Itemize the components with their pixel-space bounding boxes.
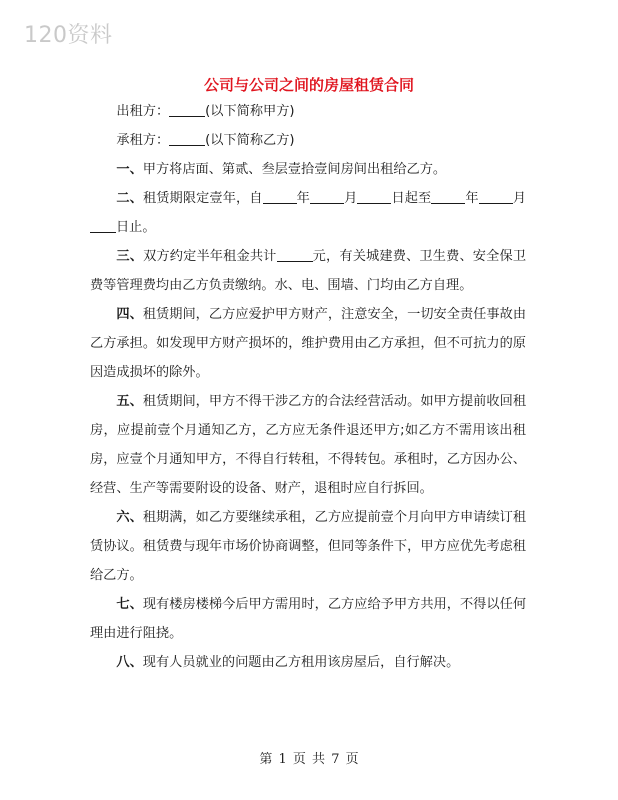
clause-text: 日止。: [116, 220, 156, 235]
clause-text: 租赁期间，甲方不得干涉乙方的合法经营活动。如甲方提前收回租房，应提前壹个月通知乙方，乙方应无条件退还甲方;如乙方不需用该出租房，应壹个月通知甲方，不得自行转租，不得转包。承租时，乙方因办公、经营、生产等需要附设的设备、财产，退租时应自行拆回。: [90, 394, 527, 496]
blank-start-year: [263, 188, 297, 204]
clause-number: 四、: [116, 307, 143, 322]
lessor-blank: [169, 101, 205, 117]
clause-text: 元，有关城建费、卫生费、安全保卫费等管理费均由乙方负责缴纳。水、电、围墙、门均由乙方自理。: [90, 249, 527, 293]
blank-end-month-a: [479, 188, 497, 204]
clause-number: 五、: [116, 394, 143, 409]
contract-body: [90, 97, 526, 677]
clause-text: 甲方将店面、第贰、叁层壹拾壹间房间出租给乙方。: [142, 162, 447, 177]
clause-text: 现有人员就业的问题由乙方租用该房屋后，自行解决。: [142, 655, 460, 670]
clause-text: 日起至: [391, 191, 432, 206]
clause-2: [90, 184, 526, 242]
lessee-blank: [169, 130, 205, 146]
clause-number: 六、: [116, 510, 143, 525]
clause-text: 租赁期限定壹年，自: [142, 191, 263, 206]
lessee-note: (以下简称乙方): [205, 133, 295, 148]
lessee-line: [90, 126, 526, 155]
clause-number: 一、: [116, 162, 143, 177]
clause-text: 双方约定半年租金共计: [143, 249, 277, 264]
clause-1: [90, 155, 526, 184]
blank-start-day: [357, 188, 391, 204]
clause-text: 租期满，如乙方要继续承租，乙方应提前壹个月向甲方申请续订租赁协议。租赁费与现年市场价协商调整，但同等条件下，甲方应优先考虑租给乙方。: [90, 510, 527, 583]
clause-text: 年: [465, 191, 479, 206]
clause-number: 二、: [116, 191, 143, 206]
clause-text: 月: [512, 191, 527, 206]
document-title: 公司与公司之间的房屋租赁合同: [203, 76, 414, 94]
lessor-line: [90, 97, 526, 126]
clause-8: [90, 648, 526, 677]
clause-text: 年: [296, 191, 310, 206]
clause-text: 租赁期间，乙方应爱护甲方财产，注意安全，一切安全责任事故由乙方承担。如发现甲方财产损坏的，维护费用由乙方承担，但不可抗力的原因造成损坏的除外。: [90, 307, 527, 380]
clause-number: 七、: [116, 597, 143, 612]
clause-7: [90, 590, 526, 648]
lessor-note: (以下简称甲方): [205, 104, 295, 119]
watermark: 120资料: [24, 23, 113, 48]
clause-5: [90, 387, 526, 503]
blank-end-year: [431, 188, 465, 204]
clause-number: 三、: [116, 249, 144, 264]
blank-end-day: [90, 217, 116, 233]
blank-start-month: [310, 188, 344, 204]
page-number: 第 1 页 共 7 页: [259, 752, 359, 767]
lessee-label: 承租方：: [116, 133, 170, 148]
clause-3: [90, 242, 526, 300]
lessor-label: 出租方：: [116, 104, 170, 119]
clause-6: [90, 503, 526, 590]
blank-rent-amount: [277, 246, 313, 262]
clause-4: [90, 300, 526, 387]
clause-text: 现有楼房楼梯今后甲方需用时，乙方应给予甲方共用，不得以任何理由进行阻挠。: [90, 597, 527, 641]
blank-end-month-b: [497, 188, 513, 204]
clause-text: 月: [343, 191, 358, 206]
clause-number: 八、: [116, 655, 143, 670]
